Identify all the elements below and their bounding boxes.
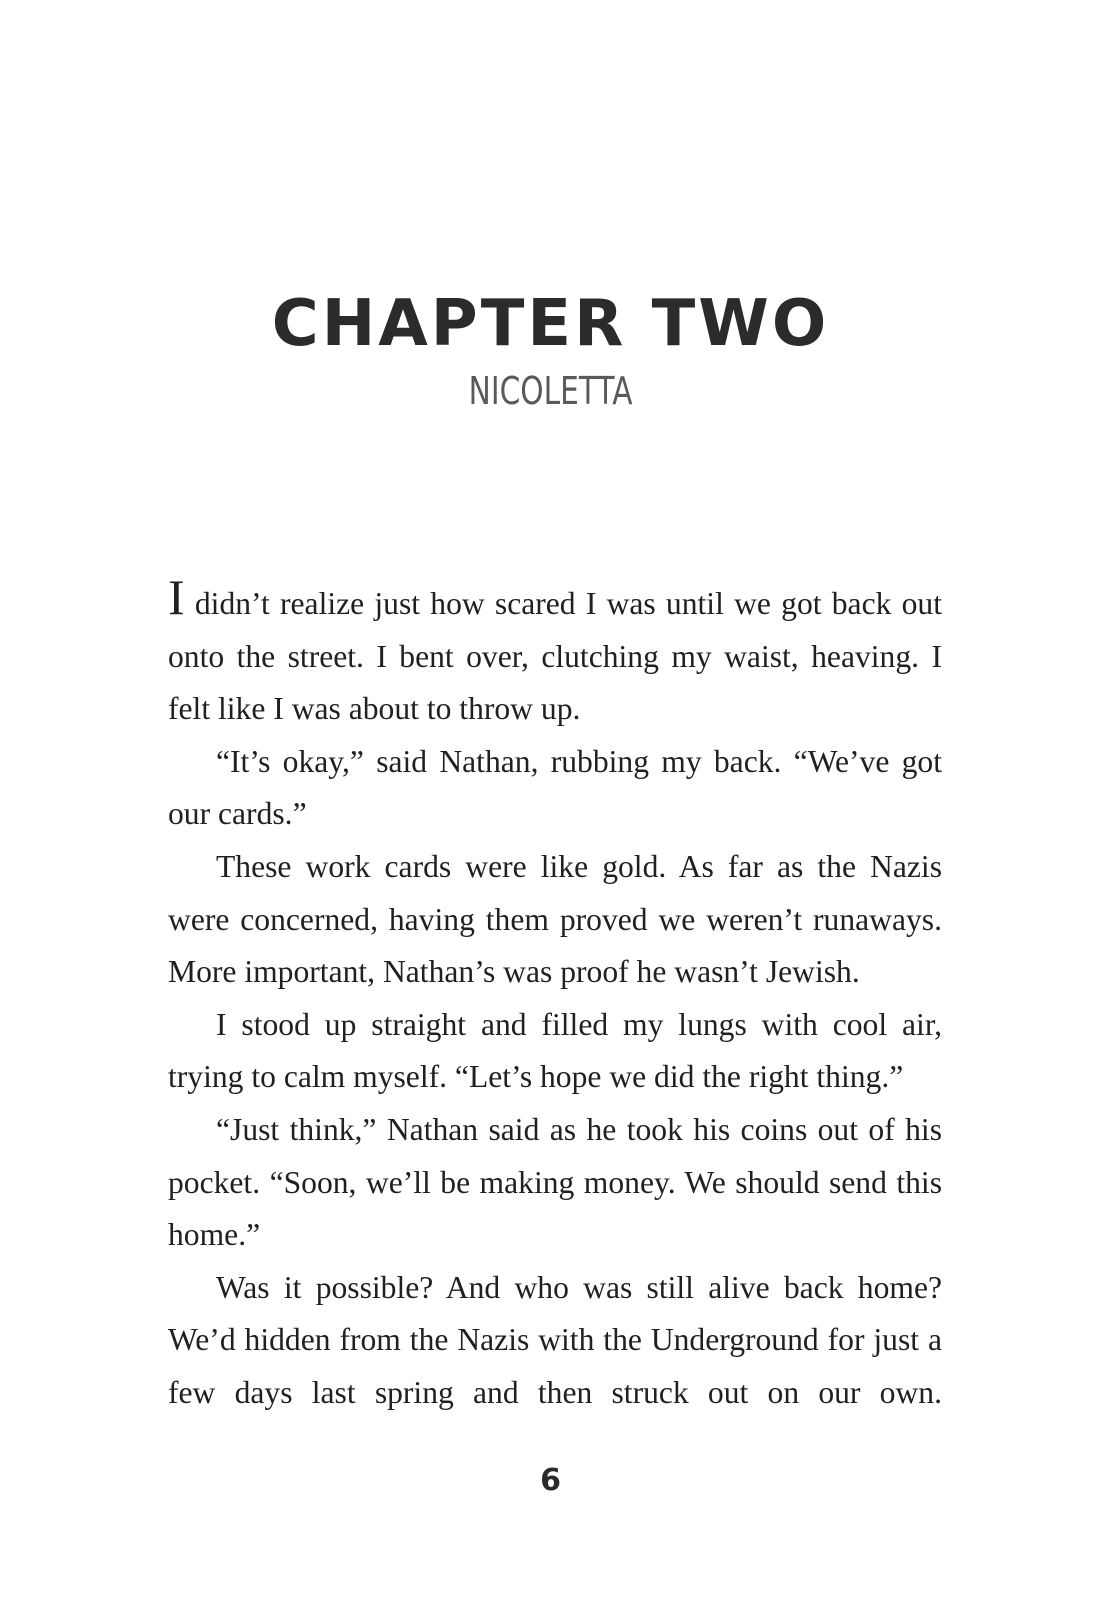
chapter-subtitle: NICOLETTA	[468, 369, 633, 413]
paragraph	[168, 569, 942, 736]
chapter-heading: CHAPTER TWO	[271, 287, 830, 361]
chapter-body	[168, 569, 942, 1420]
paragraph: Was it possible? And who was still alive back home? We’d hidden from the Nazis with the Underground for just a few days last spring and then struck out on our own.	[168, 1269, 942, 1410]
paragraph: I stood up straight and filled my lungs with cool air, trying to calm myself. “Let’s hope we did the right thing.”	[168, 1006, 942, 1095]
paragraph: “Just think,” Nathan said as he took his coins out of his pocket. “Soon, we’ll be making money. We should send this home.”	[168, 1111, 942, 1253]
drop-cap: I	[168, 569, 185, 625]
page-number: 6	[540, 1463, 561, 1498]
paragraph: These work cards were like gold. As far as the Nazis were concerned, having them proved we weren’t runaways. More important, Nathan’s was proof he wasn’t Jewish.	[168, 848, 942, 990]
paragraph-text: didn’t realize just how scared I was until we got back out onto the street. I bent over, clutching my waist, heaving. I felt like I was about to throw up.	[168, 586, 942, 727]
paragraph: “It’s okay,” said Nathan, rubbing my back. “We’ve got our cards.”	[168, 743, 942, 832]
